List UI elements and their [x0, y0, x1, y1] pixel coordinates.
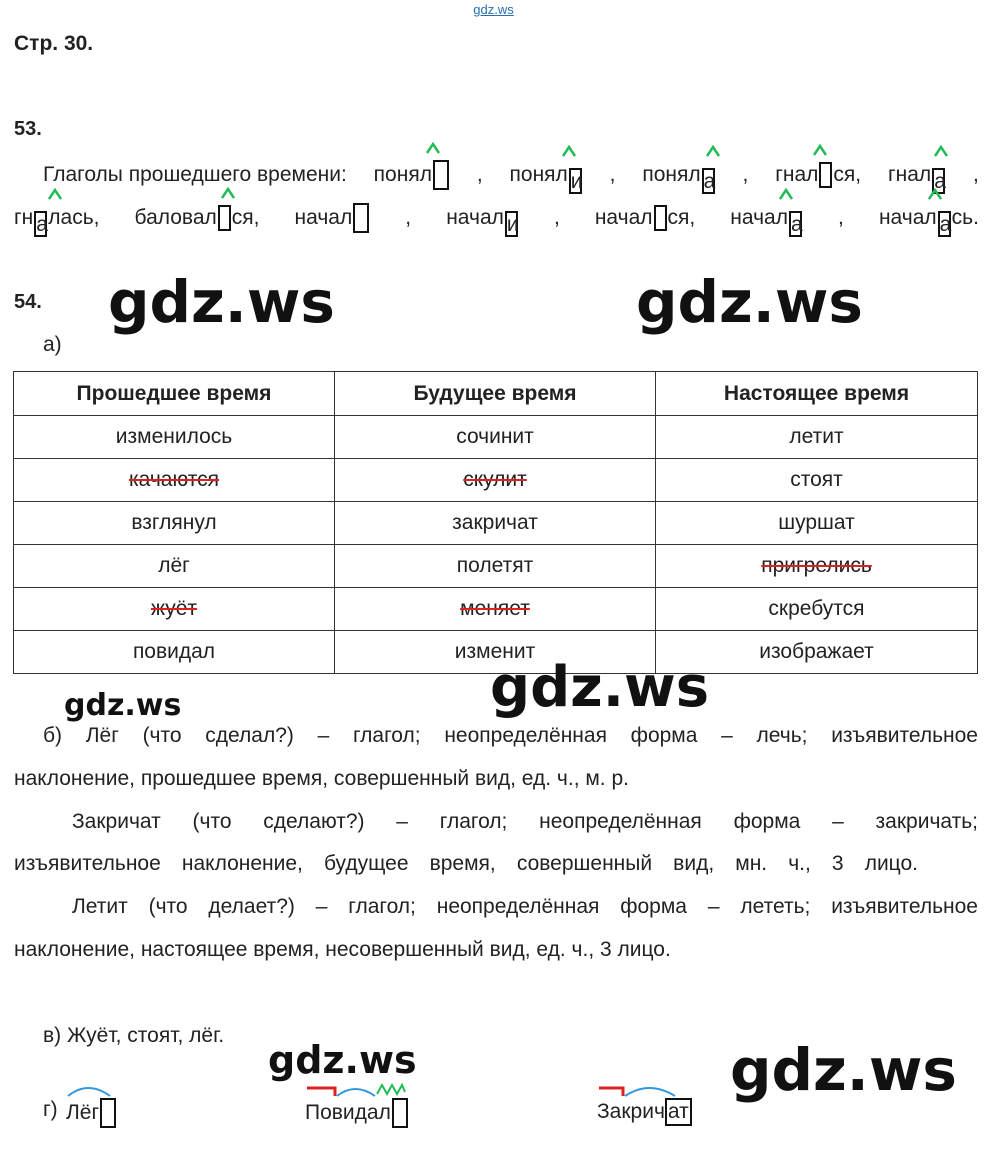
table-cell: качаются	[14, 459, 335, 502]
col-header-present: Настоящее время	[656, 372, 978, 416]
ex53-word: начал ся,	[594, 206, 696, 229]
table-cell: изменит	[335, 631, 656, 674]
part-b-line-6: наклонение, настоящее время, несовершенный вид, ед. ч., 3 лицо.	[14, 938, 671, 961]
ex53-word: гн алась,	[14, 206, 99, 237]
morpheme-word-leg: Лёг	[66, 1098, 117, 1128]
table-row	[14, 416, 978, 459]
col-header-future: Будущее время	[335, 372, 656, 416]
part-a-label: а)	[43, 333, 62, 356]
part-b-line-4: изъявительное наклонение, будущее время, совершенный вид, мн. ч., 3 лицо.	[14, 852, 918, 875]
ex53-word: понял и	[510, 163, 583, 194]
table-cell: меняет	[335, 588, 656, 631]
ex53-word: гнал ся,	[775, 162, 861, 188]
table-cell: сочинит	[335, 416, 656, 459]
part-g-label: г)	[43, 1098, 58, 1121]
watermark: gdz.ws	[64, 688, 182, 723]
morpheme-marks-icon	[597, 1082, 707, 1100]
exercise-54-number: 54.	[14, 291, 42, 313]
part-b-line-2: наклонение, прошедшее время, совершенный вид, ед. ч., м. р.	[14, 767, 629, 790]
table-cell: стоят	[656, 459, 978, 502]
table-row	[14, 502, 978, 545]
ex53-word: баловал ся,	[135, 205, 260, 231]
table-cell: повидал	[14, 631, 335, 674]
ex53-word: начал а	[730, 206, 803, 237]
table-cell: шуршат	[656, 502, 978, 545]
page-label: Стр. 30.	[14, 32, 94, 55]
part-b-line-3: Закричат (что сделают?) – глагол; неопределённая форма – закричать;	[72, 810, 978, 833]
table-cell: полетят	[335, 545, 656, 588]
part-b-line-1: б) Лёг (что сделал?) – глагол; неопределённая форма – лечь; изъявительное	[43, 724, 978, 747]
table-cell: летит	[656, 416, 978, 459]
table-cell: изображает	[656, 631, 978, 674]
part-b-line-5: Летит (что делает?) – глагол; неопределённая форма – лететь; изъявительное	[72, 895, 978, 918]
ex53-word: начал	[295, 203, 371, 233]
table-header-row	[14, 372, 978, 416]
watermark: gdz.ws	[268, 1038, 417, 1082]
table-row	[14, 545, 978, 588]
table-cell: пригрелись	[656, 545, 978, 588]
table-cell: изменилось	[14, 416, 335, 459]
exercise-53-number: 53.	[14, 118, 42, 140]
watermark: gdz.ws	[490, 655, 710, 720]
table-cell: скребутся	[656, 588, 978, 631]
watermark: gdz.ws	[730, 1036, 957, 1104]
top-watermark-link[interactable]: gdz.ws	[473, 2, 514, 17]
table-cell: взглянул	[14, 502, 335, 545]
root-arc-icon	[66, 1082, 114, 1098]
col-header-past: Прошедшее время	[14, 372, 335, 416]
verbs-table	[13, 371, 978, 674]
ex53-line-2: гн алась, баловал ся, начал , начал и , начал ся, начал а , начал ась.	[14, 203, 979, 237]
ex53-line-1: Глаголы прошедшего времени: понял , понял и , понял а , гнал ся, гнал а ,	[43, 160, 979, 194]
table-cell: закричат	[335, 502, 656, 545]
ex53-word: начал ась.	[879, 206, 979, 237]
ex53-word: понял	[374, 160, 450, 190]
morpheme-word-povidal: Повидал	[305, 1098, 409, 1128]
ex53-word: начал и	[446, 206, 519, 236]
part-v-text: в) Жуёт, стоят, лёг.	[43, 1024, 225, 1047]
watermark: gdz.ws	[636, 268, 863, 336]
table-row	[14, 459, 978, 502]
table-cell: лёг	[14, 545, 335, 588]
table-row	[14, 588, 978, 631]
morpheme-marks-icon	[305, 1082, 415, 1100]
ex53-lead: Глаголы прошедшего времени:	[43, 163, 347, 186]
morpheme-word-zakrichat: Закрич ат	[597, 1098, 692, 1126]
ex53-word: гнал а	[888, 163, 946, 194]
table-cell: скулит	[335, 459, 656, 502]
watermark: gdz.ws	[108, 268, 335, 336]
ex53-word: понял а	[642, 163, 715, 194]
table-cell: жуёт	[14, 588, 335, 631]
